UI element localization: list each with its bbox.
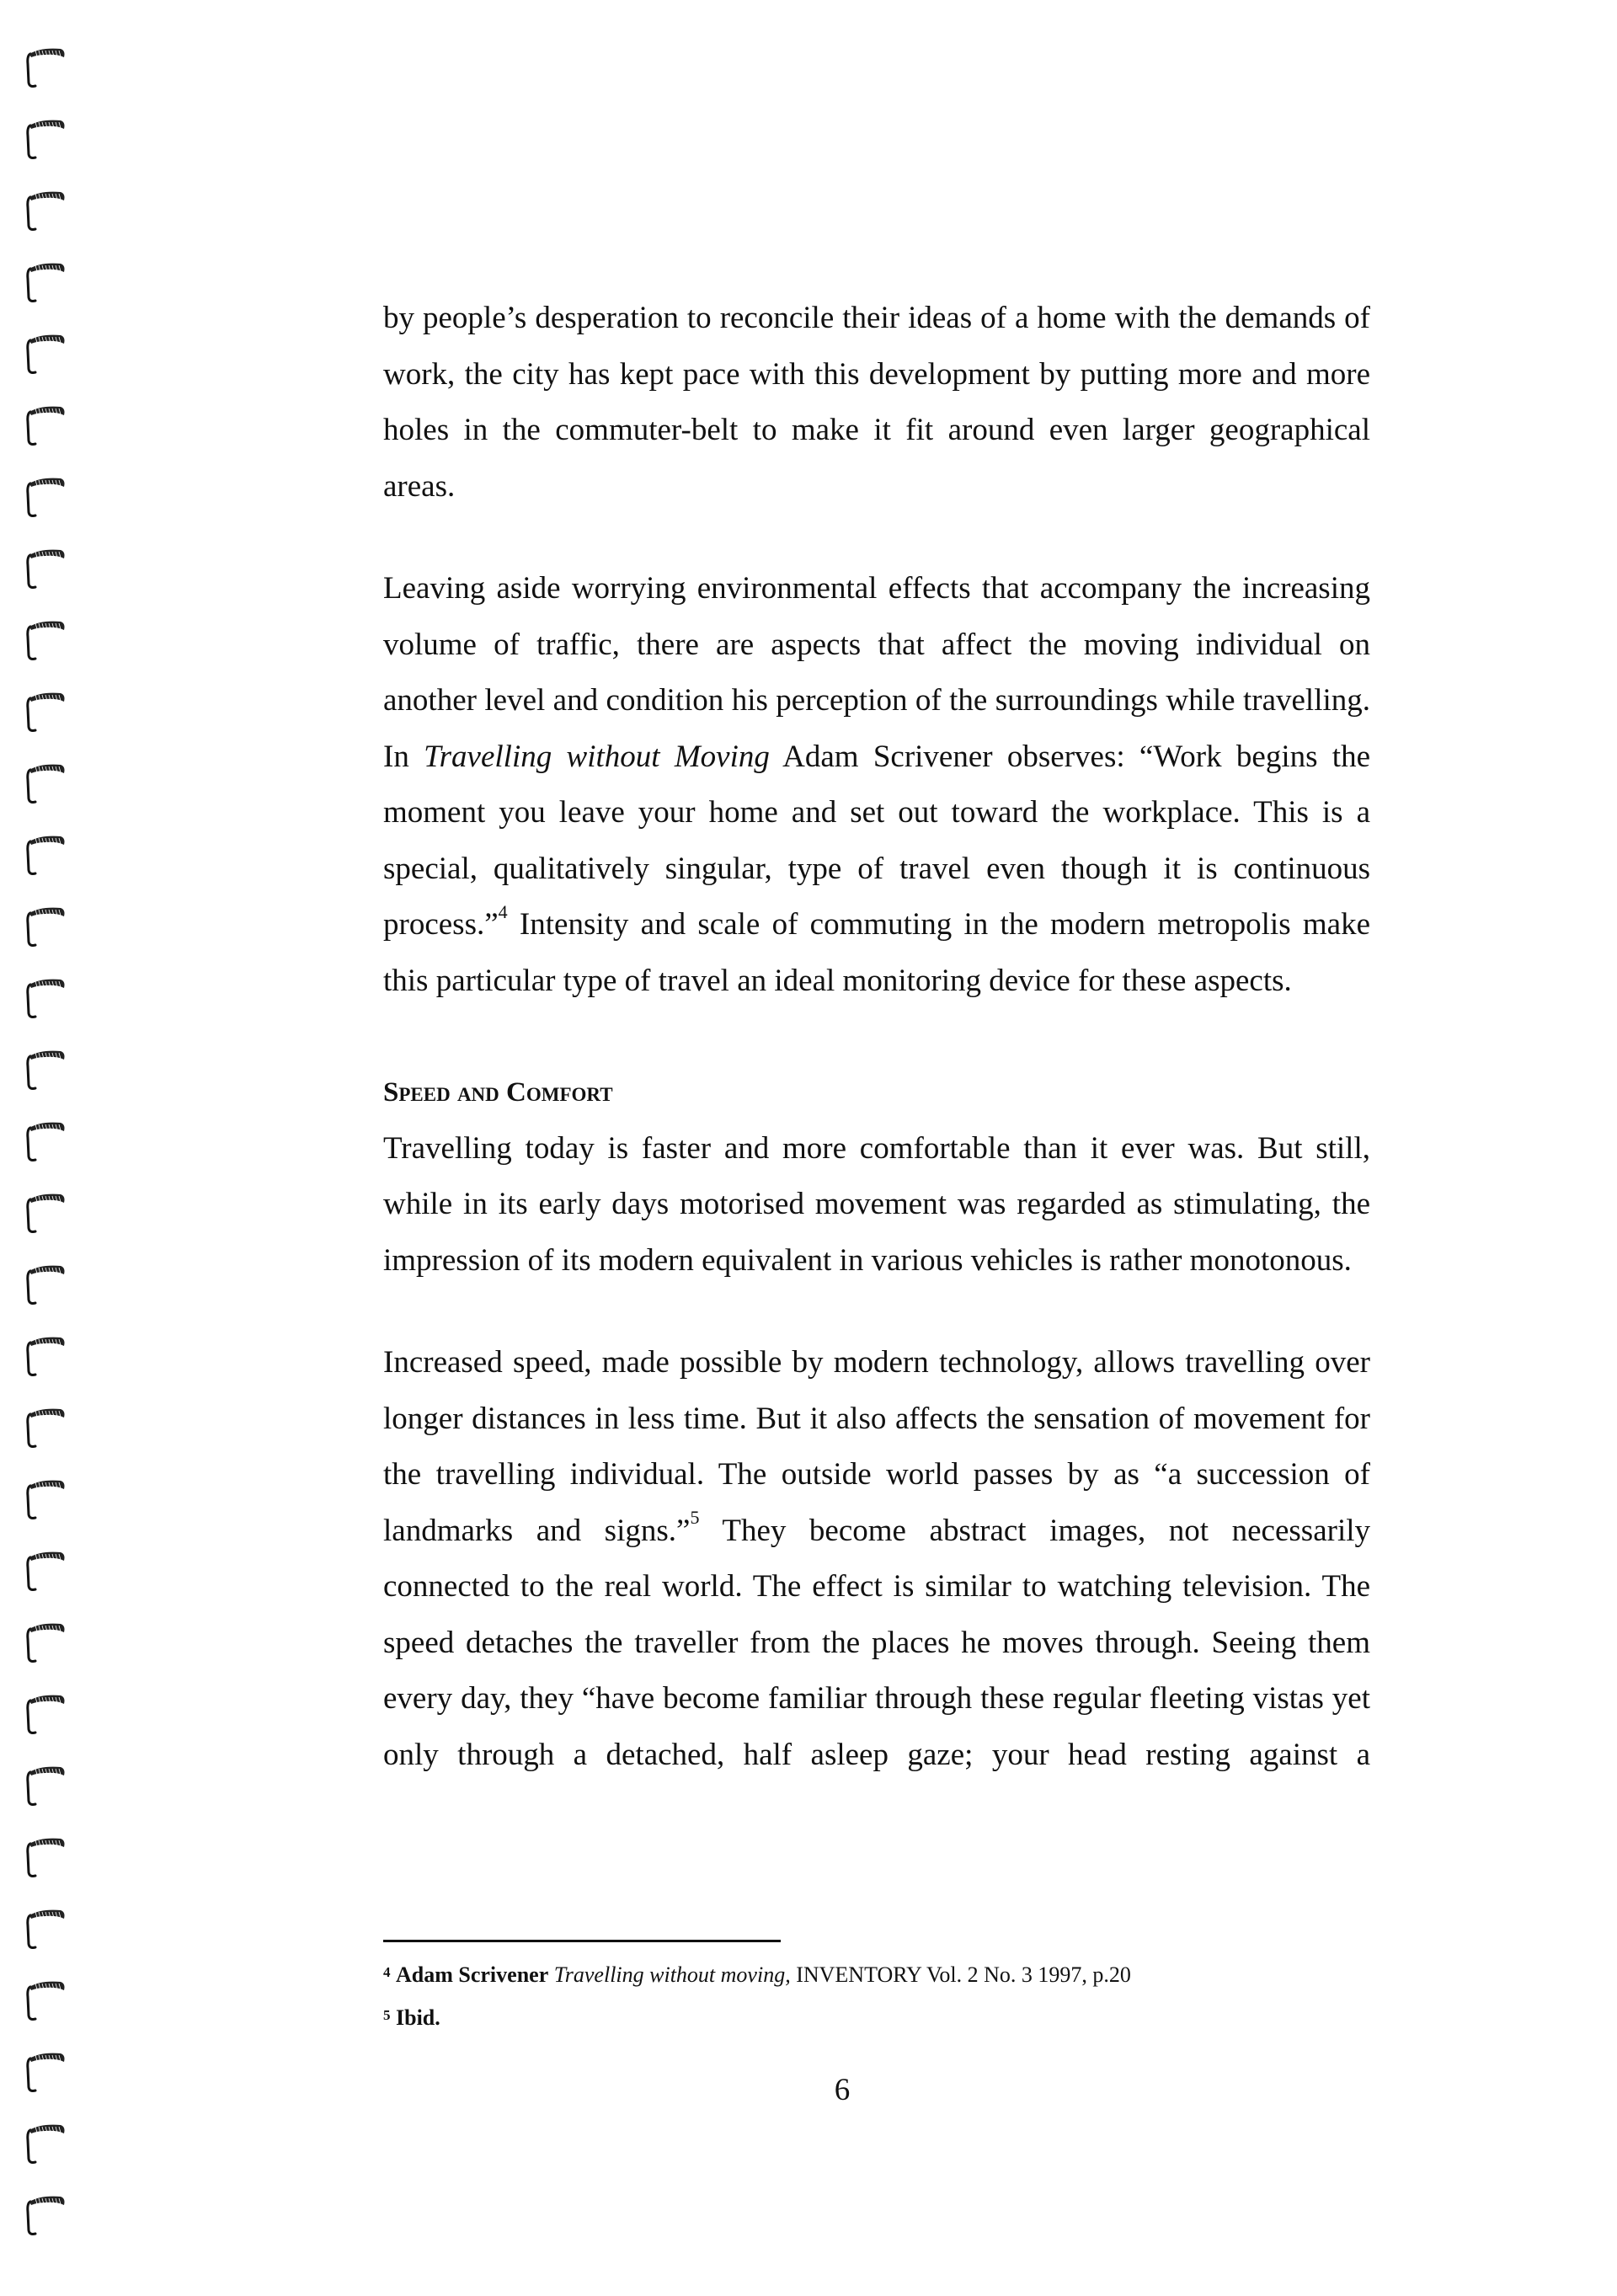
binding-ring-icon [24,1904,71,1956]
footnote-4 [383,1952,1370,1995]
footnote-number: 5 [383,2007,391,2023]
footnote-text: Ibid. [396,2005,440,2030]
paragraph-3: Travelling today is faster and more comfortable than it ever was. But still, while in its early days motorised movement was regarded as stimulating, the impression of its modern equivalent in various vehicles is rather monotonous. [383,1130,1370,1278]
binding-ring-icon [24,1546,71,1598]
footnote-title: Travelling without moving, [553,1962,791,1987]
paragraph-4-text-a: Increased speed, made possible by modern technology, allows travelling over longer distances in less time. But it also affects the sensation of movement for the travelling individual. The outside world passes by as “a succession of landmarks and signs.” [383,1345,1370,1548]
footnote-ref-5: 5 [690,1507,700,1529]
binding-ring-icon [24,400,71,452]
footnote-source: INVENTORY Vol. 2 No. 3 1997, p.20 [790,1962,1131,1987]
binding-ring-icon [24,185,71,238]
binding-ring-icon [24,1188,71,1240]
binding-ring-icon [24,114,71,166]
binding-ring-icon [24,1116,71,1168]
binding-ring-icon [24,472,71,524]
binding-ring-icon [24,830,71,882]
footnote-divider [383,1940,781,1942]
binding-ring-icon [24,1402,71,1455]
paragraph-2-text-b: Adam Scrivener observes: “Work begins the moment you leave your home and set out toward the workplace. This is a special, qualitatively singular, type of travel even though it is continuous process.” [383,739,1371,942]
paragraph-2-text-c: Intensity and scale of commuting in the modern metropolis make this particular type of travel an ideal monitoring device for these aspects. [383,907,1370,998]
binding-ring-icon [24,1689,71,1741]
body-text [383,291,1370,1783]
footnote-number: 4 [383,1964,391,1980]
binding-ring-icon [24,686,71,739]
binding-ring-icon [24,901,71,953]
binding-ring-icon [24,257,71,309]
paragraph-1: by people’s desperation to reconcile their ideas of a home with the demands of work, the city has kept pace with this development by putting more and more holes in the commuter-belt to make it fit around even larger geographical areas. [383,301,1370,504]
spiral-binding [24,42,74,2274]
footnote-5 [383,1995,1370,2038]
binding-ring-icon [24,973,71,1025]
section-heading: Speed and Comfort [383,1077,613,1108]
binding-ring-icon [24,1044,71,1097]
footnotes [383,1952,1370,2038]
binding-ring-icon [24,42,71,94]
footnote-author: Adam Scrivener [396,1962,549,1987]
page-number: 6 [834,2073,851,2107]
binding-ring-icon [24,543,71,595]
binding-ring-icon [24,1975,71,2027]
paragraph-4-text-b: They become abstract images, not necessarily connected to the real world. The effect is similar to watching television. The speed detaches the traveller from the places he moves through. Seeing them every day, they “have become familiar through these regular fleeting vistas yet only through a detached, half asleep gaze; your head resting against a [383,1513,1370,1772]
book-title: Travelling without Moving [424,739,770,774]
binding-ring-icon [24,1617,71,1669]
binding-ring-icon [24,328,71,381]
paragraph-2-text-a: Leaving aside worrying environmental effects that accompany the increasing volume of traffic, there are aspects that affect the moving individual on another level and condition his perception of the surroundings while travelling. In [383,571,1370,774]
binding-ring-icon [24,1832,71,1884]
binding-ring-icon [24,615,71,667]
binding-ring-icon [24,1259,71,1311]
footnote-ref-4: 4 [498,900,508,922]
paragraph-2 [383,561,1370,1009]
paragraph-4 [383,1335,1370,1783]
binding-ring-icon [24,1474,71,1526]
binding-ring-icon [24,758,71,810]
binding-ring-icon [24,2118,71,2171]
binding-ring-icon [24,1331,71,1383]
binding-ring-icon [24,2190,71,2242]
binding-ring-icon [24,1760,71,1813]
